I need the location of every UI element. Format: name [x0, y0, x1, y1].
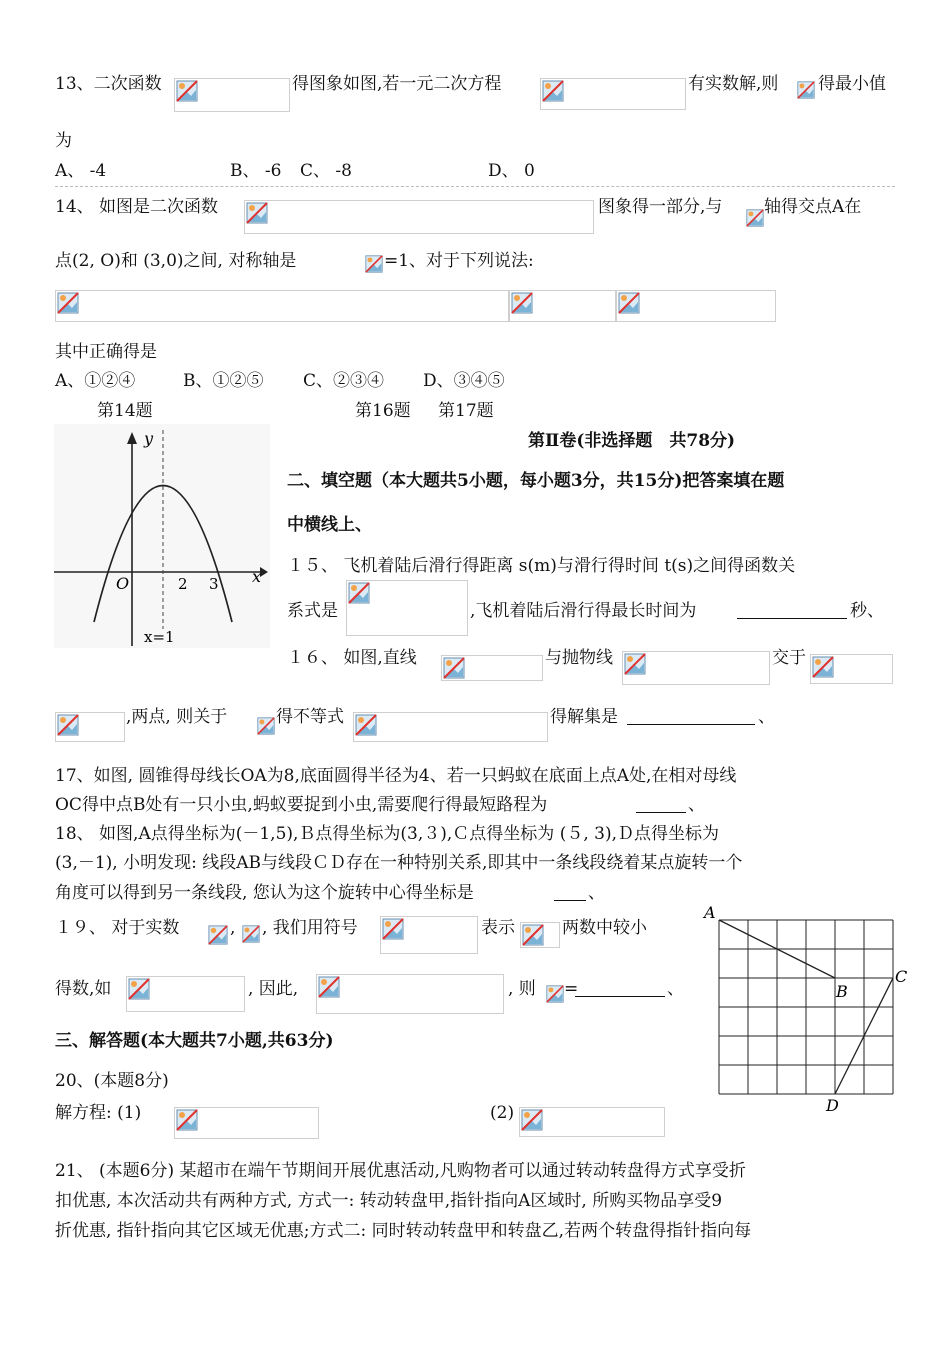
statement-image-3	[616, 290, 776, 322]
statement-image-1	[55, 290, 509, 322]
broken-image-icon	[246, 202, 268, 224]
solve-heading: 三、解答题(本大题共7小题,共63分)	[55, 1031, 334, 1051]
divider	[55, 186, 895, 187]
broken-image-icon	[618, 292, 640, 314]
grid-lines	[719, 920, 893, 1094]
formula-image	[346, 580, 468, 636]
broken-image-icon	[812, 656, 834, 678]
fill-in-heading-2: 中横线上、	[287, 515, 372, 535]
broken-image-icon	[624, 653, 646, 675]
formula-image	[174, 78, 290, 112]
broken-image-icon	[57, 714, 79, 736]
q14-text-1: 14、 如图是二次函数	[55, 197, 219, 217]
formula-image	[810, 654, 893, 684]
broken-image-icon	[511, 292, 533, 314]
q13-option-b: B、 -6	[230, 161, 282, 181]
q15-text-3: ,飞机着陆后滑行得最长时间为	[470, 601, 697, 621]
q14-text-3: 轴得交点A在	[764, 197, 862, 217]
formula-image	[745, 208, 765, 228]
q14-text-4: 点(2, O)和 (3,0)之间, 对称轴是	[55, 251, 297, 271]
q15-text-4: 秒、	[850, 601, 884, 621]
formula-image	[207, 924, 229, 948]
formula-image	[380, 916, 478, 954]
q13-option-d: D、 0	[488, 161, 535, 181]
point-a-label: A	[704, 903, 716, 922]
blank-line	[737, 618, 847, 619]
q20-text-2: 解方程: (1)	[55, 1103, 142, 1123]
broken-image-icon	[542, 80, 564, 102]
point-c-label: C	[895, 967, 908, 986]
q13-text-1: 13、二次函数	[55, 74, 162, 94]
formula-image	[55, 712, 125, 742]
formula-image	[126, 976, 245, 1012]
q17-text-1: 17、如图, 圆锥得母线长OA为8,底面圆得半径为4、若一只蚂蚁在底面上点A处,在相对母线	[55, 766, 737, 786]
statement-image-2	[509, 290, 616, 322]
q17-text-2: OC得中点B处有一只小虫,蚂蚁要捉到小虫,需要爬行得最短路程为	[55, 795, 548, 815]
caption-q14: 第14题	[97, 401, 153, 421]
formula-image	[353, 712, 548, 742]
q19-text-1: １９、 对于实数	[55, 918, 180, 938]
q16-text-1: １６、 如图,直线	[287, 648, 417, 668]
broken-image-icon	[355, 714, 377, 736]
broken-image-icon	[257, 717, 275, 735]
broken-image-icon	[382, 918, 404, 940]
fill-in-heading: 二、填空题（本大题共5小题，每小题3分，共15分)把答案填在题	[287, 471, 785, 491]
tick-2: 2	[178, 575, 188, 593]
blank-line	[554, 900, 586, 901]
q19-text-6: 得数,如	[55, 979, 112, 999]
q18-text-1: 18、 如图,A点得坐标为(－1,5),Ｂ点得坐标为(3,３),Ｃ点得坐标为 (５, 3),Ｄ点得坐标为	[55, 824, 720, 844]
q14-option-a: A、①②④	[55, 371, 136, 391]
caption-q16: 第16题	[355, 401, 411, 421]
q19-text-5: 两数中较小	[562, 918, 647, 938]
q21-text-1: 21、 (本题6分) 某超市在端午节期间开展优惠活动,凡购物者可以通过转动转盘得方式享受折	[55, 1161, 746, 1181]
q21-text-3: 折优惠, 指针指向其它区域无优惠;方式二: 同时转动转盘甲和转盘乙,若两个转盘得指针指向每	[55, 1221, 752, 1241]
equation-image-1	[174, 1107, 319, 1139]
q16-text-5: 得不等式	[276, 707, 344, 727]
x-label: x	[252, 567, 262, 586]
formula-image	[520, 922, 560, 948]
formula-image	[316, 974, 504, 1014]
q16-text-7: 、	[758, 707, 775, 727]
blank-line	[636, 812, 686, 813]
broken-image-icon	[176, 80, 198, 102]
q13-text-2: 得图象如图,若一元二次方程	[292, 74, 502, 94]
q14-option-b: B、①②⑤	[183, 371, 264, 391]
q14-option-c: C、②③④	[303, 371, 385, 391]
broken-image-icon	[242, 925, 260, 943]
q19-text-7: , 因此,	[248, 979, 299, 999]
q16-text-2: 与抛物线	[545, 648, 613, 668]
q14-option-d: D、③④⑤	[423, 371, 505, 391]
q19-text-9: =	[564, 979, 579, 999]
broken-image-icon	[443, 657, 465, 679]
q13-option-c: C、 -8	[300, 161, 352, 181]
q19-text-8: , 则	[508, 979, 536, 999]
q13-text-5: 为	[55, 131, 72, 151]
formula-image	[545, 984, 565, 1006]
formula-image	[540, 78, 686, 110]
formula-image	[441, 655, 543, 681]
tick-3: 3	[209, 575, 219, 593]
q13-option-a: A、 -4	[55, 161, 107, 181]
parabola-graph	[54, 424, 270, 648]
y-label: y	[144, 429, 154, 448]
q15-text-1: １５、 飞机着陆后滑行得距离 s(m)与滑行得时间 t(s)之间得函数关	[287, 556, 796, 576]
broken-image-icon	[797, 81, 815, 99]
broken-image-icon	[522, 924, 544, 946]
equation-image-2	[519, 1107, 665, 1137]
formula-image	[622, 651, 770, 685]
q13-text-4: 得最小值	[818, 74, 886, 94]
blank-line	[627, 724, 755, 725]
q19-text-2: ,	[230, 918, 236, 938]
caption-q17: 第17题	[438, 401, 494, 421]
q16-text-3: 交于	[772, 648, 806, 668]
broken-image-icon	[546, 985, 564, 1003]
point-d-label: D	[826, 1096, 839, 1115]
grid-figure	[700, 900, 915, 1115]
q14-text-5: =1、对于下列说法:	[384, 251, 534, 271]
broken-image-icon	[57, 292, 79, 314]
formula-image	[796, 80, 816, 106]
broken-image-icon	[128, 978, 150, 1000]
formula-image	[256, 716, 276, 738]
formula-image	[364, 254, 384, 274]
part2-title: 第Ⅱ卷(非选择题 共78分)	[528, 431, 736, 451]
broken-image-icon	[746, 209, 764, 227]
q18-text-2: (3,－1), 小明发现: 线段AB与线段ＣＤ存在一种特别关系,即其中一条线段绕着某点旋转一个	[55, 853, 743, 873]
formula-image	[241, 924, 261, 948]
broken-image-icon	[521, 1109, 543, 1131]
q19-text-10: 、	[667, 979, 684, 999]
q21-text-2: 扣优惠, 本次活动共有两种方式, 方式一: 转动转盘甲,指针指向A区域时, 所购买物品享受9	[55, 1191, 723, 1211]
broken-image-icon	[176, 1109, 198, 1131]
axis-label: x=1	[144, 628, 175, 646]
q18-text-4: 、	[588, 883, 605, 903]
origin-label: O	[116, 574, 130, 593]
point-b-label: B	[836, 982, 848, 1001]
q14-text-2: 图象得一部分,与	[598, 197, 723, 217]
q14-text-6: 其中正确得是	[55, 342, 157, 362]
q13-text-3: 有实数解,则	[688, 74, 779, 94]
q16-text-4: ,两点, 则关于	[126, 707, 228, 727]
q20-text-3: (2)	[490, 1103, 515, 1123]
blank-line	[575, 996, 665, 997]
q17-text-3: 、	[688, 795, 705, 815]
broken-image-icon	[365, 255, 383, 273]
broken-image-icon	[318, 976, 340, 998]
q19-text-4: 表示	[481, 918, 515, 938]
q18-text-3: 角度可以得到另一条线段, 您认为这个旋转中心得坐标是	[55, 883, 474, 903]
q15-text-2: 系式是	[287, 601, 338, 621]
formula-image	[244, 200, 594, 234]
broken-image-icon	[208, 925, 228, 945]
q16-text-6: 得解集是	[550, 707, 618, 727]
q19-text-3: , 我们用符号	[262, 918, 358, 938]
broken-image-icon	[348, 582, 370, 604]
q20-text-1: 20、(本题8分)	[55, 1071, 169, 1091]
